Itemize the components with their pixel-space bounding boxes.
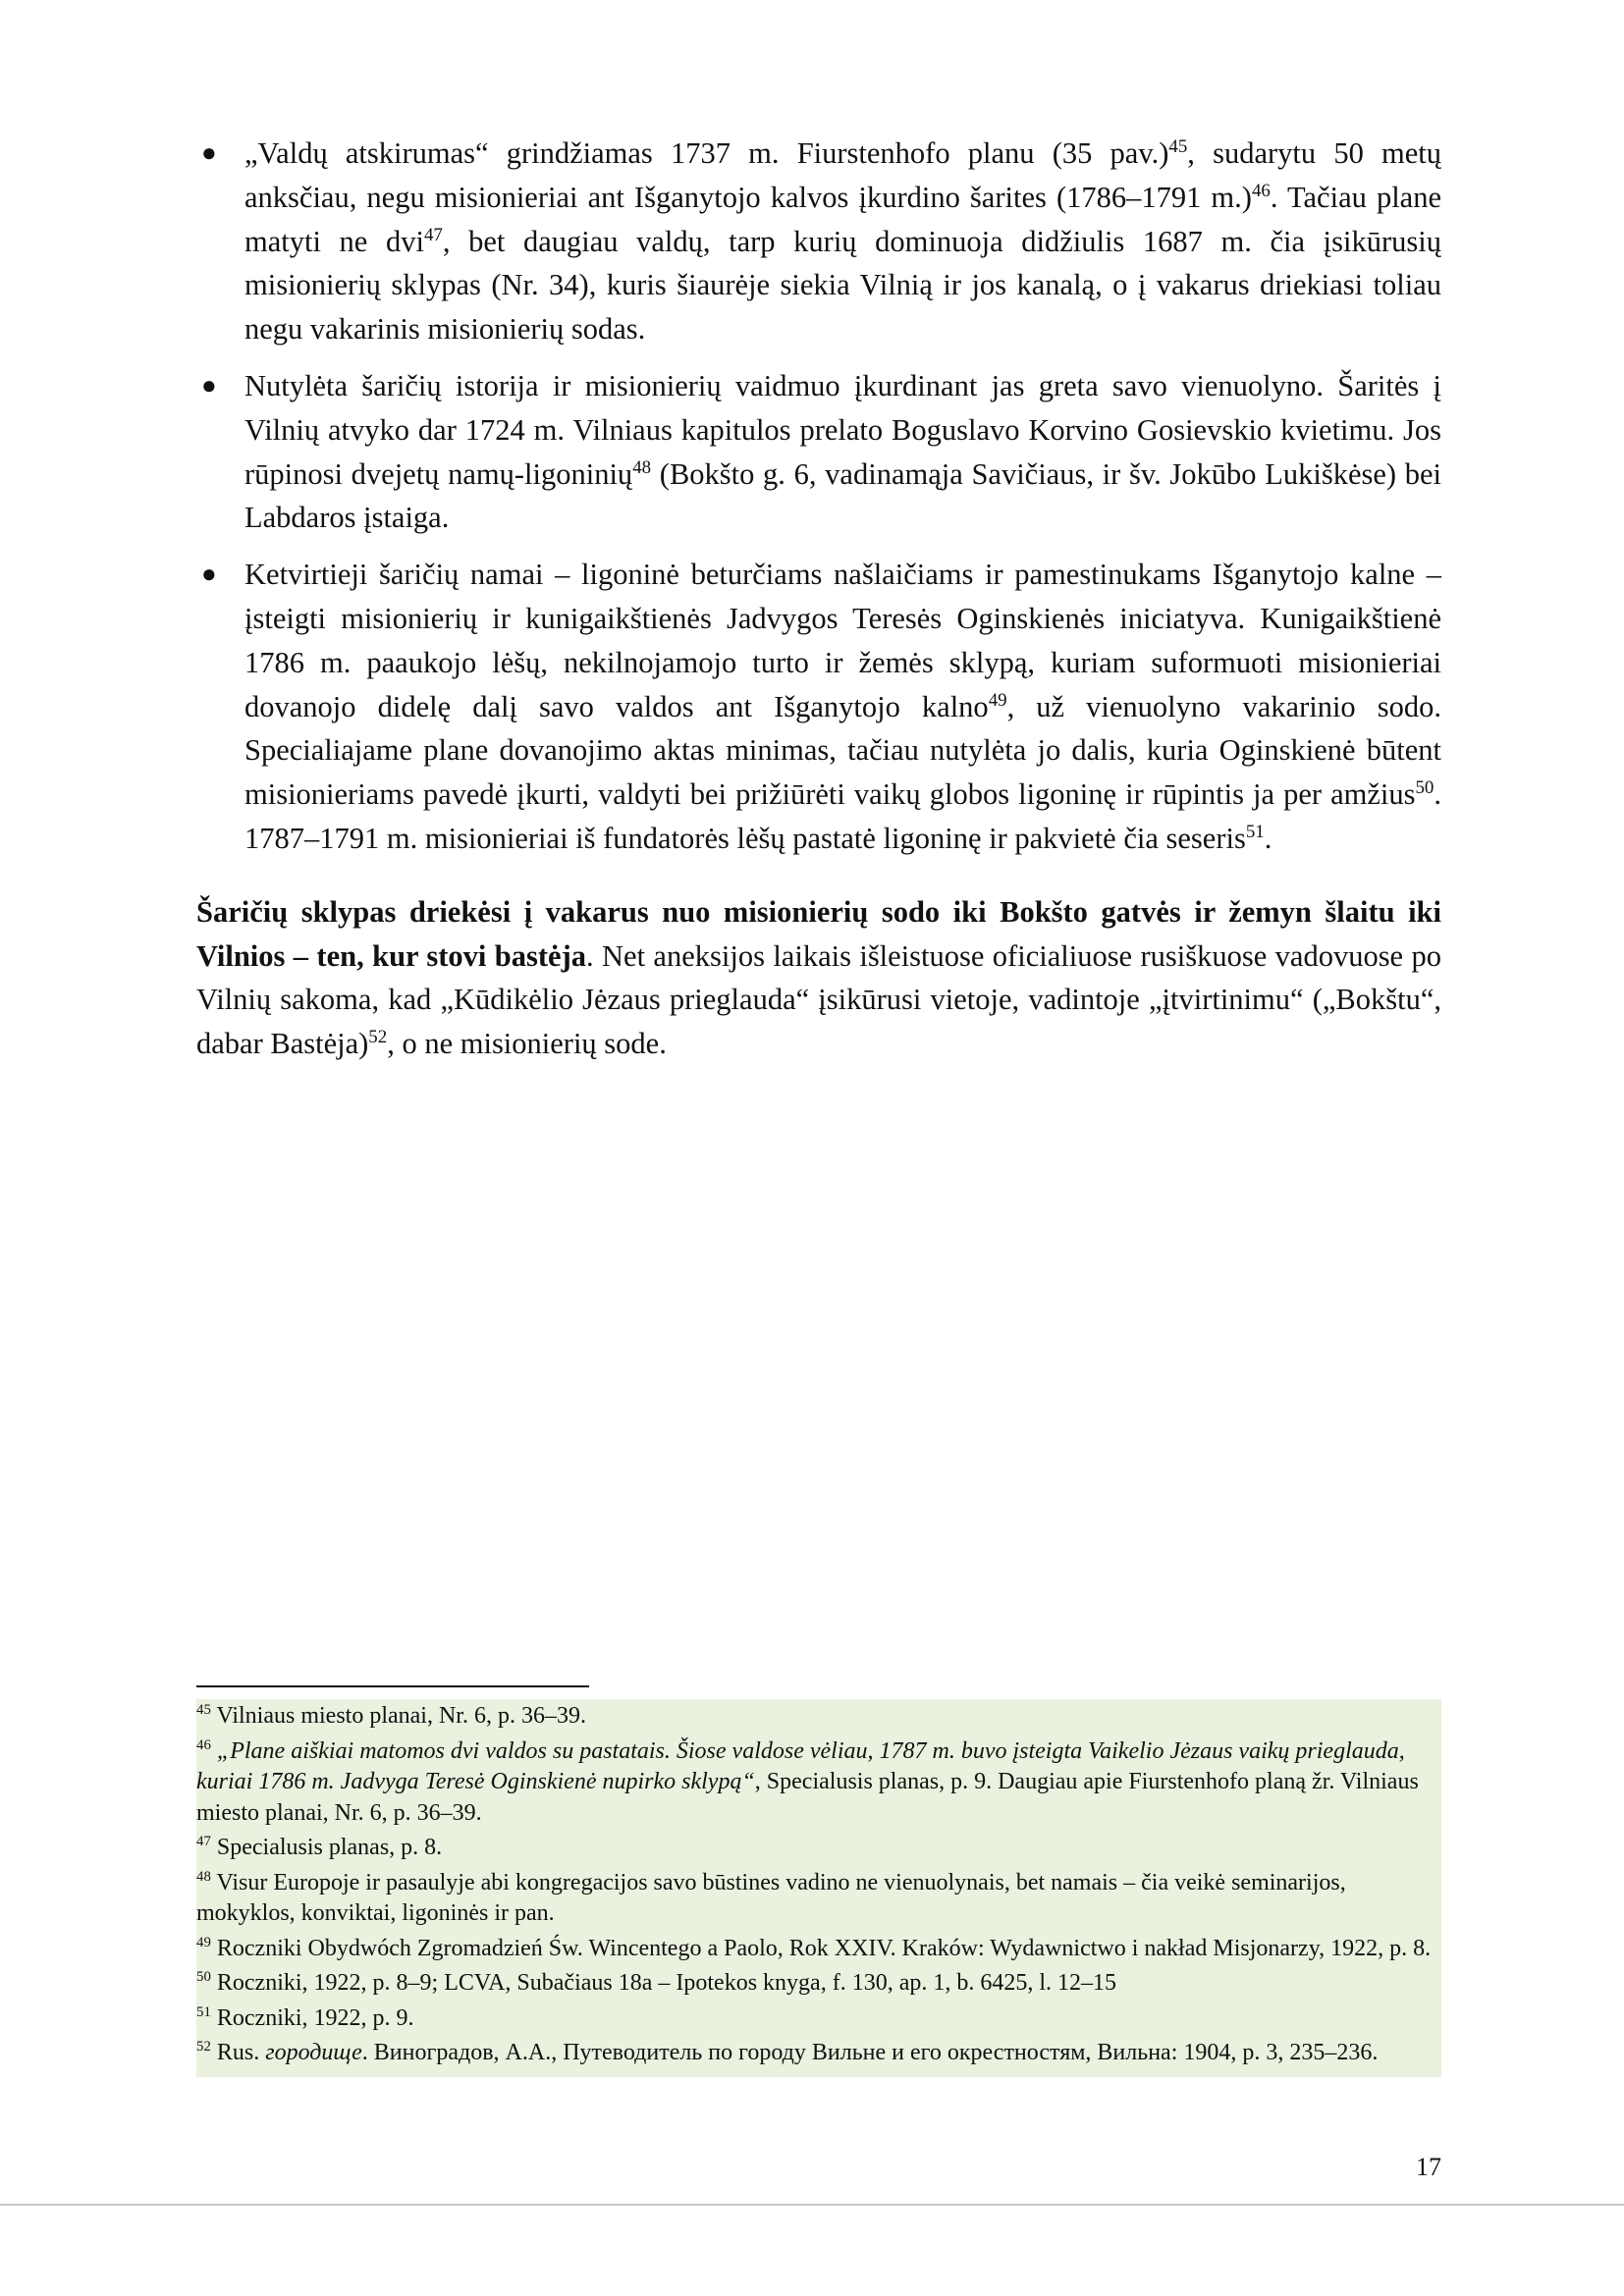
footnote-46: $^{46}$ „Plane aiškiai matomos dvi valdos su pastatais. Šiose valdose vėliau, 1787 m. buvo įsteigta Vaikelio Jėzaus vaikų prieglauda, kuriai 1786 m. Jadvyga Teresė Oginskienė nupirko sklypą“, Specialusis planas, p. 9. Daugiau apie Fiurstenhofo planą žr. Vilniaus miesto planai, Nr. 6, p. 36–39. <box>196 1736 1419 1826</box>
footnote-ref-45[interactable]: 45 <box>1168 135 1188 157</box>
bullet-dot-icon: ● <box>201 370 217 400</box>
footnote-45: $^{45}$ Vilniaus miesto planai, Nr. 6, p. 36–39. <box>196 1702 586 1729</box>
bullet-text: Ketvirtieji šaričių namai – ligoninė beturčiams našlaičiams ir pamestinukams Išganytojo kalne – įsteigti misionierių ir kunigaikštienės Jadvygos Teresės Oginskienės iniciatyva. Kunigaikštienė 1786 m. paaukojo lėšų, nekilnojamojo turto ir žemės sklypą, kuriam suformuoti misionieriai dovanojo didelę dalį savo valdos ant Išganytojo kalno$^{49}$, už vienuolyno vakarinio sodo. Specialiajame plane dovanojimo aktas minimas, tačiau nutylėta jo dalis, kuria Oginskienė būtent misionieriams pavedė įkurti, valdyti bei prižiūrėti vaikų globos ligoninę ir rūpintis ja per amžius$^{50}$. 1787–1791 m. misionieriai iš fundatorės lėšų pastatė ligoninę ir pakvietė čia seseris$^{51}$. <box>244 558 1442 855</box>
footnote-51: $^{51}$ Roczniki, 1922, p. 9. <box>196 2003 414 2031</box>
footnote-separator <box>196 1685 589 1687</box>
bullet-text: „Valdų atskirumas“ grindžiamas 1737 m. Fiurstenhofo planu (35 pav.)$^{45}$, sudarytu 50 metų anksčiau, negu misionieriai ant Išganytojo kalvos įkurdino šarites (1786–1791 m.)$^{46}$. Tačiau plane matyti ne dvi$^{47}$, bet daugiau valdų, tarp kurių dominuoja didžiulis 1687 m. čia įsikūrusių misionierių sklypas (Nr. 34), kuris šiaurėje siekia Vilnią ir jos kanalą, o į vakarus driekiasi toliau negu vakarinis misionierių sodas. <box>244 135 1441 347</box>
bold-lead: Šaričių sklypas driekėsi į vakarus nuo misionierių sodo iki Bokšto gatvės ir žemyn šlaitu iki Vilnios – ten, kur stovi bastėja <box>196 894 1441 973</box>
footnotes <box>196 1699 1441 2077</box>
bullet-dot-icon: ● <box>201 138 217 167</box>
body-paragraph: Šaričių sklypas driekėsi į vakarus nuo misionierių sodo iki Bokšto gatvės ir žemyn šlaitu iki Vilnios – ten, kur stovi bastėja. Net aneksijos laikais išleistuose oficialiuose rusiškuose vadovuose po Vilnių sakoma, kad „Kūdikėlio Jėzaus prieglauda“ įsikūrusi vietoje, vadintoje „įtvirtinimu“ („Bokštu“, dabar Bastėja)$^{52}$, o ne misionierių sode. <box>196 894 1441 1061</box>
footnote-ref-47[interactable]: 47 <box>423 224 443 245</box>
bullet-text: Nutylėta šaričių istorija ir misionierių vaidmuo įkurdinant jas greta savo vienuolyno. Šaritės į Vilnių atvyko dar 1724 m. Vilniaus kapitulos prelato Boguslavo Korvino Gosievskio kvietimu. Jos rūpinosi dvejetų namų-ligoninių$^{48}$ (Bokšto g. 6, vadinamąja Savičiaus, ir šv. Jokūbo Lukiškėse) bei Labdaros įstaiga. <box>244 368 1441 535</box>
footnote-ref-50[interactable]: 50 <box>1415 777 1435 798</box>
footnote-52: $^{52}$ Rus. городище. Виноградов, А.А., Путеводитель по городу Вильне и его окрестностям, Вильна: 1904, p. 3, 235–236. <box>196 2039 1379 2065</box>
page-number: 17 <box>1416 2153 1441 2181</box>
footnote-ref-52[interactable]: 52 <box>368 1026 388 1047</box>
bullet-item <box>196 553 1441 861</box>
bullet-dot-icon: ● <box>201 560 217 589</box>
footnote-ref-46[interactable]: 46 <box>1251 180 1271 201</box>
footnote-48: $^{48}$ Visur Europoje ir pasaulyje abi kongregacijos savo būstines vadino ne vienuolynais, bet namais – čia veikė seminarijos, mokyklos, konviktai, ligoninės ir pan. <box>196 1868 1346 1926</box>
bullet-item <box>196 364 1441 540</box>
footnote-47: $^{47}$ Specialusis planas, p. 8. <box>196 1834 443 1860</box>
footnote-49: $^{49}$ Roczniki Obydwóch Zgromadzień Św. Wincentego a Paolo, Rok XXIV. Kraków: Wydawnictwo i nakład Misjonarzy, 1922, p. 8. <box>196 1934 1432 1961</box>
footnote-ref-49[interactable]: 49 <box>988 689 1007 711</box>
footnote-ref-48[interactable]: 48 <box>632 456 652 478</box>
bullet-item <box>196 132 1441 351</box>
bullet-list <box>196 132 1441 861</box>
footnote-50: $^{50}$ Roczniki, 1922, p. 8–9; LCVA, Subačiaus 18a – Ipotekos knyga, f. 130, ap. 1, b. 6425, l. 12–15 <box>196 1969 1117 1996</box>
page-bottom-rule <box>0 2204 1624 2206</box>
body-text <box>196 132 1441 1066</box>
footnote-ref-51[interactable]: 51 <box>1245 821 1265 842</box>
